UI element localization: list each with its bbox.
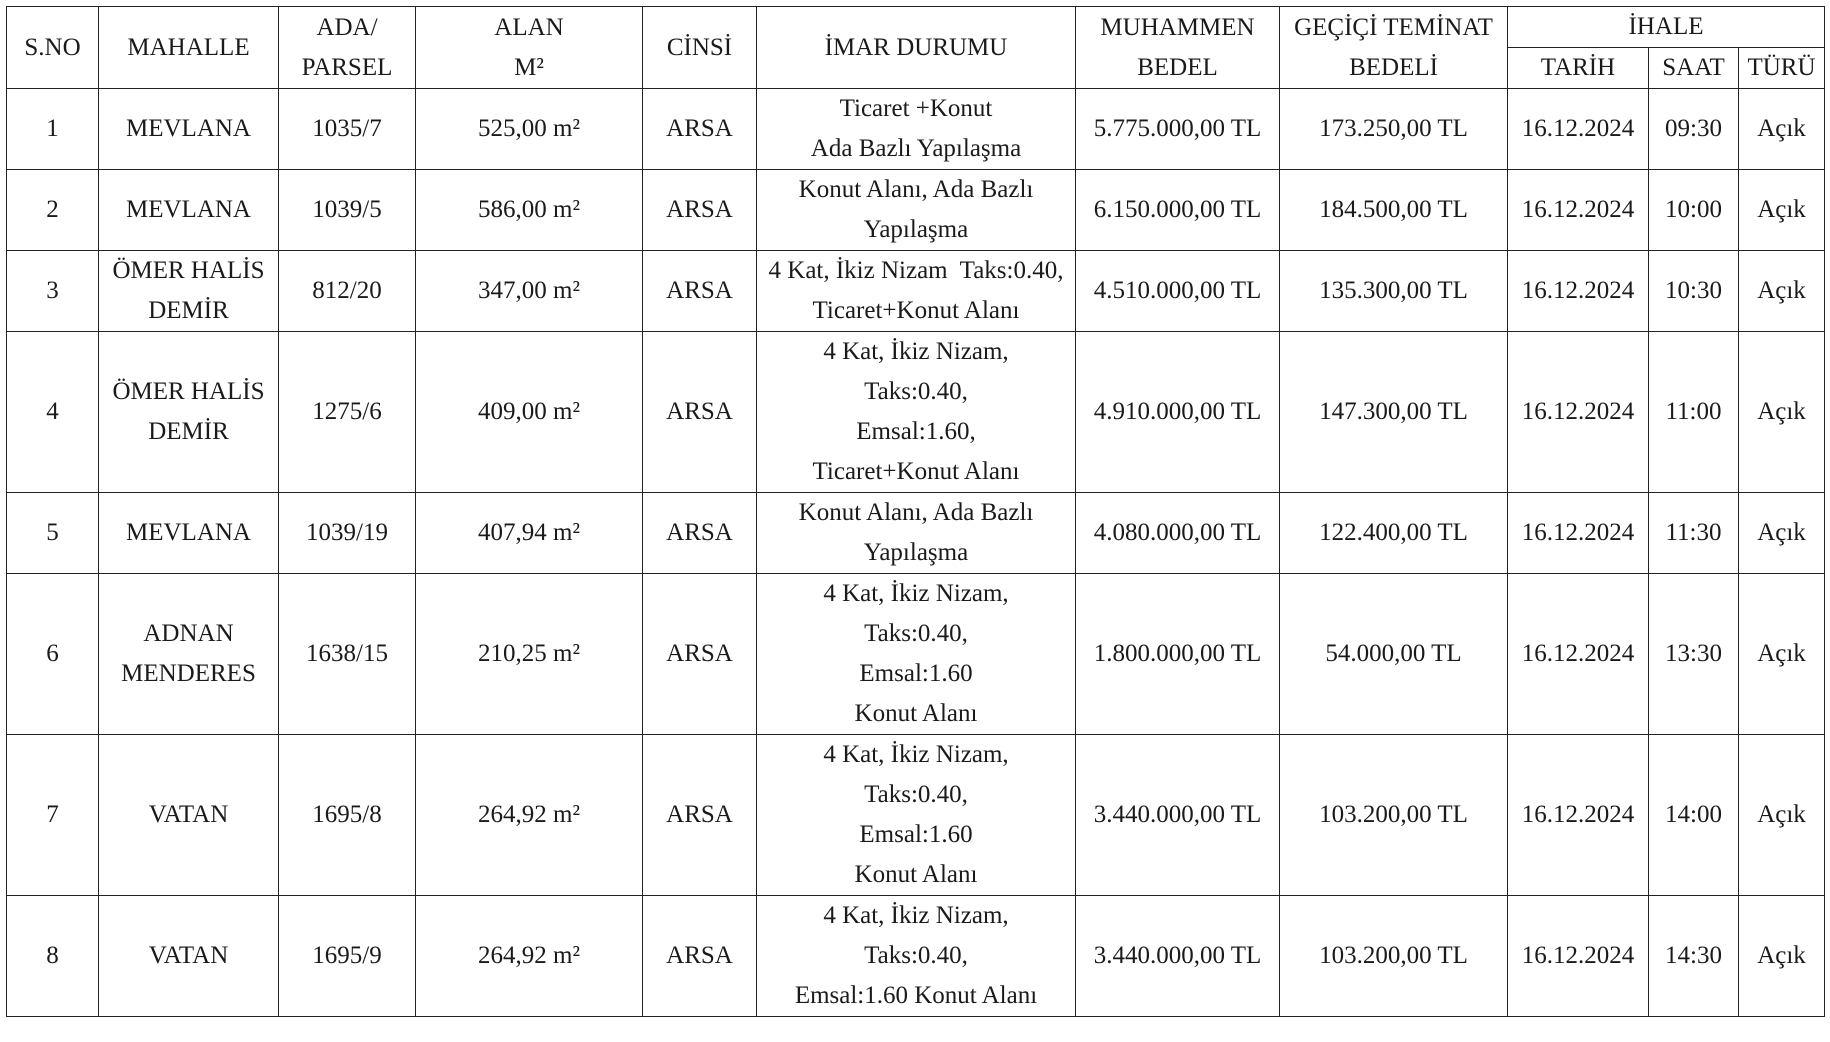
header-turu: TÜRÜ: [1739, 48, 1825, 89]
cell-ada-parsel: 1695/9: [279, 896, 416, 1017]
cell-alan: 347,00 m²: [416, 251, 643, 332]
header-cinsi: CİNSİ: [643, 7, 757, 89]
cell-mahalle: MEVLANA: [99, 493, 279, 574]
table-row: [7, 89, 1825, 170]
cell-cinsi: ARSA: [643, 251, 757, 332]
cell-muhammen-bedel: 6.150.000,00 TL: [1076, 170, 1280, 251]
cell-muhammen-bedel: 3.440.000,00 TL: [1076, 896, 1280, 1017]
cell-turu: Açık: [1739, 735, 1825, 896]
cell-imar-durumu: 4 Kat, İkiz Nizam, Taks:0.40, Emsal:1.60 Konut Alanı: [757, 896, 1076, 1017]
cell-mahalle: MEVLANA: [99, 170, 279, 251]
cell-gecici-teminat: 147.300,00 TL: [1280, 332, 1508, 493]
cell-sno: 5: [7, 493, 99, 574]
cell-tarih: 16.12.2024: [1508, 332, 1649, 493]
cell-turu: Açık: [1739, 332, 1825, 493]
cell-cinsi: ARSA: [643, 170, 757, 251]
cell-alan: 264,92 m²: [416, 735, 643, 896]
cell-gecici-teminat: 173.250,00 TL: [1280, 89, 1508, 170]
table-row: [7, 332, 1825, 493]
cell-muhammen-bedel: 4.510.000,00 TL: [1076, 251, 1280, 332]
cell-ada-parsel: 1039/5: [279, 170, 416, 251]
cell-alan: 210,25 m²: [416, 574, 643, 735]
cell-sno: 8: [7, 896, 99, 1017]
cell-mahalle: ÖMER HALİS DEMİR: [99, 251, 279, 332]
cell-gecici-teminat: 184.500,00 TL: [1280, 170, 1508, 251]
cell-alan: 407,94 m²: [416, 493, 643, 574]
cell-imar-durumu: 4 Kat, İkiz Nizam, Taks:0.40, Emsal:1.60, Ticaret+Konut Alanı: [757, 332, 1076, 493]
cell-muhammen-bedel: 1.800.000,00 TL: [1076, 574, 1280, 735]
cell-mahalle: ADNAN MENDERES: [99, 574, 279, 735]
cell-mahalle: VATAN: [99, 896, 279, 1017]
cell-gecici-teminat: 122.400,00 TL: [1280, 493, 1508, 574]
header-saat: SAAT: [1649, 48, 1739, 89]
cell-tarih: 16.12.2024: [1508, 574, 1649, 735]
cell-imar-durumu: 4 Kat, İkiz Nizam, Taks:0.40, Emsal:1.60 Konut Alanı: [757, 574, 1076, 735]
header-imar-durumu: İMAR DURUMU: [757, 7, 1076, 89]
ihale-table: [6, 6, 1825, 1017]
cell-muhammen-bedel: 5.775.000,00 TL: [1076, 89, 1280, 170]
cell-ada-parsel: 1638/15: [279, 574, 416, 735]
cell-cinsi: ARSA: [643, 332, 757, 493]
header-muhammen-bedel: MUHAMMEN BEDEL: [1076, 7, 1280, 89]
table-row: [7, 735, 1825, 896]
cell-sno: 1: [7, 89, 99, 170]
cell-alan: 586,00 m²: [416, 170, 643, 251]
cell-turu: Açık: [1739, 170, 1825, 251]
cell-alan: 525,00 m²: [416, 89, 643, 170]
table-row: [7, 574, 1825, 735]
cell-ada-parsel: 812/20: [279, 251, 416, 332]
cell-turu: Açık: [1739, 493, 1825, 574]
cell-saat: 10:30: [1649, 251, 1739, 332]
header-mahalle: MAHALLE: [99, 7, 279, 89]
cell-gecici-teminat: 103.200,00 TL: [1280, 735, 1508, 896]
table-row: [7, 170, 1825, 251]
cell-cinsi: ARSA: [643, 89, 757, 170]
cell-saat: 11:30: [1649, 493, 1739, 574]
cell-saat: 10:00: [1649, 170, 1739, 251]
header-ihale: İHALE: [1508, 7, 1825, 48]
cell-ada-parsel: 1035/7: [279, 89, 416, 170]
header-gecici-teminat: GEÇİÇİ TEMİNAT BEDELİ: [1280, 7, 1508, 89]
cell-mahalle: ÖMER HALİS DEMİR: [99, 332, 279, 493]
cell-tarih: 16.12.2024: [1508, 251, 1649, 332]
table-row: [7, 896, 1825, 1017]
cell-tarih: 16.12.2024: [1508, 170, 1649, 251]
cell-saat: 14:30: [1649, 896, 1739, 1017]
cell-mahalle: VATAN: [99, 735, 279, 896]
cell-sno: 6: [7, 574, 99, 735]
cell-tarih: 16.12.2024: [1508, 896, 1649, 1017]
cell-turu: Açık: [1739, 89, 1825, 170]
cell-saat: 09:30: [1649, 89, 1739, 170]
header-tarih: TARİH: [1508, 48, 1649, 89]
cell-sno: 2: [7, 170, 99, 251]
cell-cinsi: ARSA: [643, 493, 757, 574]
cell-gecici-teminat: 54.000,00 TL: [1280, 574, 1508, 735]
cell-tarih: 16.12.2024: [1508, 89, 1649, 170]
cell-muhammen-bedel: 4.080.000,00 TL: [1076, 493, 1280, 574]
cell-imar-durumu: 4 Kat, İkiz Nizam, Taks:0.40, Emsal:1.60 Konut Alanı: [757, 735, 1076, 896]
cell-sno: 3: [7, 251, 99, 332]
cell-ada-parsel: 1695/8: [279, 735, 416, 896]
cell-saat: 11:00: [1649, 332, 1739, 493]
cell-saat: 14:00: [1649, 735, 1739, 896]
cell-cinsi: ARSA: [643, 574, 757, 735]
cell-ada-parsel: 1275/6: [279, 332, 416, 493]
cell-imar-durumu: 4 Kat, İkiz Nizam Taks:0.40, Ticaret+Konut Alanı: [757, 251, 1076, 332]
cell-turu: Açık: [1739, 574, 1825, 735]
cell-tarih: 16.12.2024: [1508, 735, 1649, 896]
cell-alan: 264,92 m²: [416, 896, 643, 1017]
cell-sno: 4: [7, 332, 99, 493]
table-row: [7, 493, 1825, 574]
cell-imar-durumu: Konut Alanı, Ada Bazlı Yapılaşma: [757, 493, 1076, 574]
table-body: [7, 89, 1825, 1017]
cell-sno: 7: [7, 735, 99, 896]
cell-saat: 13:30: [1649, 574, 1739, 735]
table-row: [7, 251, 1825, 332]
cell-turu: Açık: [1739, 896, 1825, 1017]
cell-imar-durumu: Konut Alanı, Ada Bazlı Yapılaşma: [757, 170, 1076, 251]
cell-alan: 409,00 m²: [416, 332, 643, 493]
cell-ada-parsel: 1039/19: [279, 493, 416, 574]
header-sno: S.NO: [7, 7, 99, 89]
cell-muhammen-bedel: 3.440.000,00 TL: [1076, 735, 1280, 896]
cell-gecici-teminat: 135.300,00 TL: [1280, 251, 1508, 332]
cell-cinsi: ARSA: [643, 735, 757, 896]
cell-cinsi: ARSA: [643, 896, 757, 1017]
table-header: [7, 7, 1825, 89]
cell-muhammen-bedel: 4.910.000,00 TL: [1076, 332, 1280, 493]
cell-mahalle: MEVLANA: [99, 89, 279, 170]
header-alan: ALAN M²: [416, 7, 643, 89]
cell-turu: Açık: [1739, 251, 1825, 332]
header-ada-parsel: ADA/ PARSEL: [279, 7, 416, 89]
cell-imar-durumu: Ticaret +Konut Ada Bazlı Yapılaşma: [757, 89, 1076, 170]
cell-tarih: 16.12.2024: [1508, 493, 1649, 574]
cell-gecici-teminat: 103.200,00 TL: [1280, 896, 1508, 1017]
